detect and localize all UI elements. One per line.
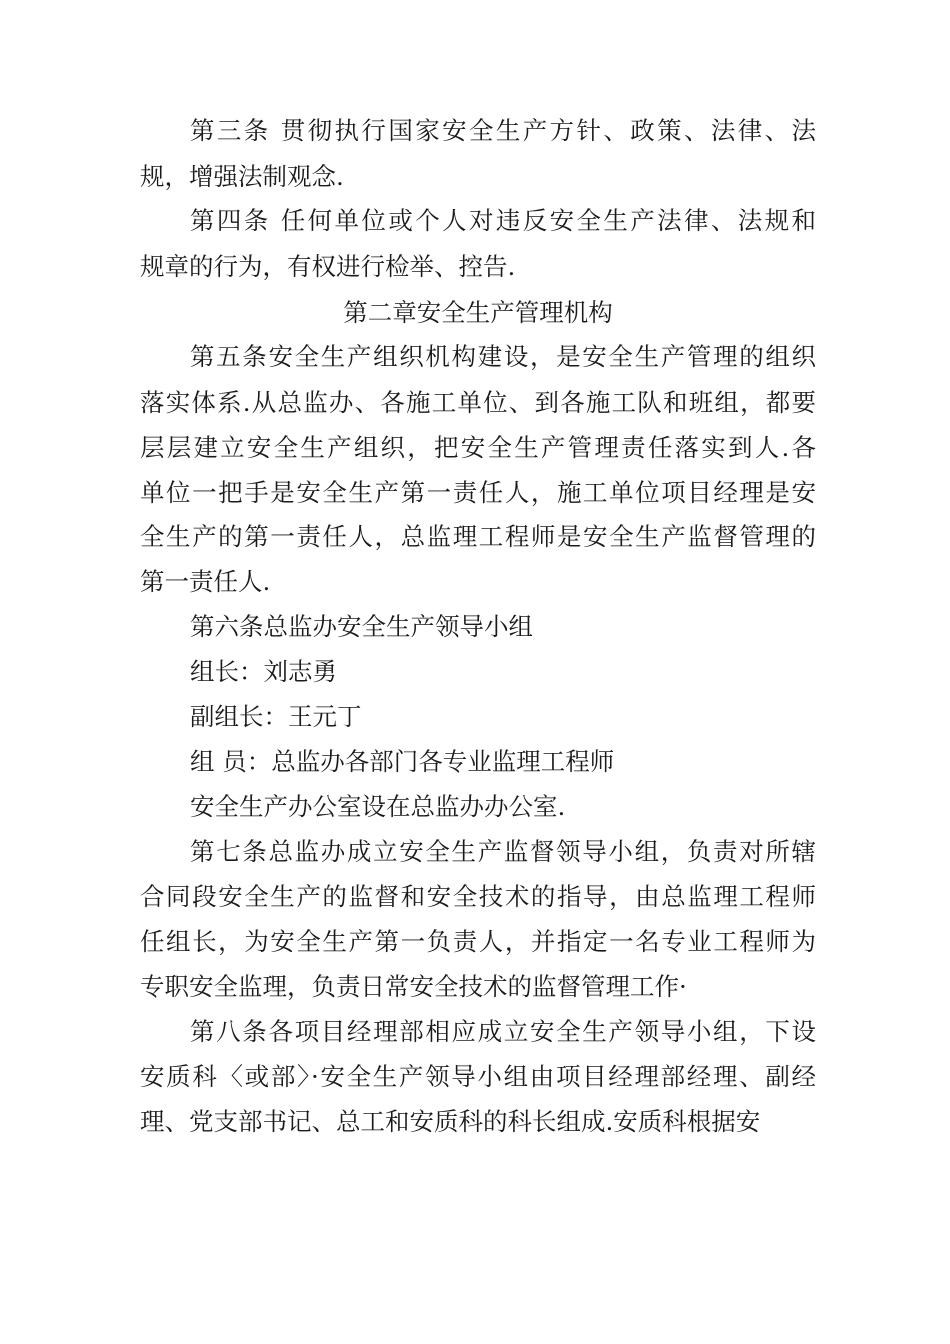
- article-3-line-2: 规，增强法制观念.: [140, 162, 344, 191]
- article-6-line-1: 第六条总监办安全生产领导小组: [190, 612, 533, 641]
- article-6-office: 安全生产办公室设在总监办办公室.: [190, 792, 566, 821]
- article-7-line-3: 任组长，为安全生产第一负责人，并指定一名专业工程师为: [140, 927, 816, 956]
- article-5-line-4: 单位一把手是安全生产第一责任人，施工单位项目经理是安: [140, 478, 816, 507]
- article-6-members: 组 员：总监办各部门各专业监理工程师: [190, 747, 615, 776]
- article-5-line-6: 第一责任人.: [140, 567, 271, 596]
- article-6-deputy: 副组长：王元丁: [190, 702, 362, 731]
- article-8-line-2: 安质科〈或部〉·安全生产领导小组由项目经理部经理、副经: [140, 1062, 816, 1091]
- article-4-line-2: 规章的行为，有权进行检举、控告.: [140, 252, 516, 281]
- article-5-line-3: 层层建立安全生产组织，把安全生产管理责任落实到人.各: [140, 433, 816, 462]
- article-5-line-5: 全生产的第一责任人，总监理工程师是安全生产监督管理的: [140, 522, 816, 551]
- article-4-line-1: 第四条 任何单位或个人对违反安全生产法律、法规和: [190, 206, 816, 235]
- chapter-2-title: 第二章安全生产管理机构: [343, 298, 613, 327]
- article-8-line-3: 理、党支部书记、总工和安质科的科长组成.安质科根据安: [140, 1107, 761, 1136]
- article-7-line-4: 专职安全监理，负责日常安全技术的监督管理工作·: [140, 972, 687, 1001]
- article-3-line-1: 第三条 贯彻执行国家安全生产方针、政策、法律、法: [190, 116, 816, 145]
- article-6-leader: 组长：刘志勇: [190, 657, 337, 686]
- article-8-line-1: 第八条各项目经理部相应成立安全生产领导小组，下设: [190, 1017, 816, 1046]
- article-7-line-2: 合同段安全生产的监督和安全技术的指导，由总监理工程师: [140, 882, 816, 911]
- article-5-line-2: 落实体系.从总监办、各施工单位、到各施工队和班组，都要: [140, 388, 816, 417]
- article-7-line-1: 第七条总监办成立安全生产监督领导小组，负责对所辖: [190, 837, 816, 866]
- article-5-line-1: 第五条安全生产组织机构建设，是安全生产管理的组织: [190, 342, 816, 371]
